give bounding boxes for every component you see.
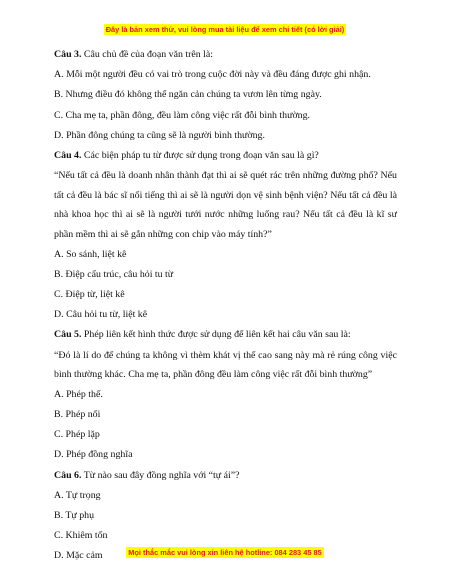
- document-body: [54, 45, 397, 567]
- question-number: Câu 5.: [54, 329, 82, 341]
- question-6: [54, 466, 397, 486]
- hotline-text: Mọi thắc mắc vui lòng xin liên hệ hotline: 084 283 45 85: [128, 548, 322, 557]
- question-4: [54, 146, 397, 166]
- option-b: B. Phép nối: [54, 409, 101, 420]
- option-b: B. Nhưng điều đó không thể ngăn cản chúng ta vươn lên từng ngày.: [54, 89, 322, 101]
- option-a: A. So sánh, liệt kê: [54, 248, 127, 260]
- option-d: D. Mặc cảm: [54, 550, 103, 562]
- question-number: Câu 4.: [54, 150, 82, 162]
- option-c: C. Cha mẹ ta, phần đông, đều làm công việc rất đỗi bình thường.: [54, 109, 311, 121]
- option-c: C. Phép lặp: [54, 429, 100, 441]
- option-d: D. Phép đồng nghĩa: [54, 449, 133, 461]
- question-number: Câu 3.: [54, 49, 82, 60]
- question-5: [54, 325, 397, 345]
- option-b: B. Tự phụ: [54, 510, 95, 522]
- question-stem: Từ nào sau đây đồng nghĩa với “tự ái”?: [81, 469, 240, 481]
- hotline-banner: [0, 548, 450, 557]
- option-a: A. Phép thế.: [54, 388, 103, 400]
- quoted-passage: “Nếu tất cả đều là doanh nhân thành đạt thì ai sẽ quét rác trên những đường phố? Nếu tất cả đều là bác sĩ nổi tiếng thì ai sẽ là người dọn vệ sinh bệnh viện? Nếu tất cả đều là nhà khoa học thì ai sẽ là người tưới nước những luống rau? Nếu tất cả đều là kĩ sư phần mềm thì ai sẽ gắn những con chip vào máy tính?”: [54, 170, 397, 240]
- quoted-passage: “Đó là lí do để chúng ta không vì thèm khát vị thế cao sang này mà rẻ rúng công việc bình thường khác. Cha mẹ ta, phần đông đều làm công việc rất đỗi bình thường”: [54, 349, 397, 381]
- option-a: A. Tự trọng: [54, 489, 101, 501]
- question-stem: Phép liên kết hình thức được sử dụng để liên kết hai câu văn sau là:: [81, 329, 351, 341]
- option-d: D. Câu hỏi tu từ, liệt kê: [54, 309, 148, 321]
- option-d: D. Phần đông chúng ta cũng sẽ là người bình thường.: [54, 129, 265, 141]
- option-b: B. Điệp cấu trúc, câu hỏi tu từ: [54, 268, 174, 280]
- option-c: C. Khiêm tốn: [54, 530, 108, 542]
- preview-notice-banner: [0, 25, 450, 34]
- question-stem: Câu chủ đề của đoạn văn trên là:: [81, 49, 214, 60]
- preview-notice-text: Đây là bản xem thử, vui lòng mua tài liệu để xem chi tiết (có lời giải): [105, 25, 345, 34]
- question-stem: Các biện pháp tu từ được sử dụng trong đoạn văn sau là gì?: [81, 150, 319, 162]
- option-c: C. Điệp từ, liệt kê: [54, 289, 125, 300]
- question-number: Câu 6.: [54, 469, 82, 481]
- option-a: A. Mỗi một người đều có vai trò trong cuộc đời này và đều đáng được ghi nhận.: [54, 69, 371, 81]
- question-3: [54, 45, 397, 65]
